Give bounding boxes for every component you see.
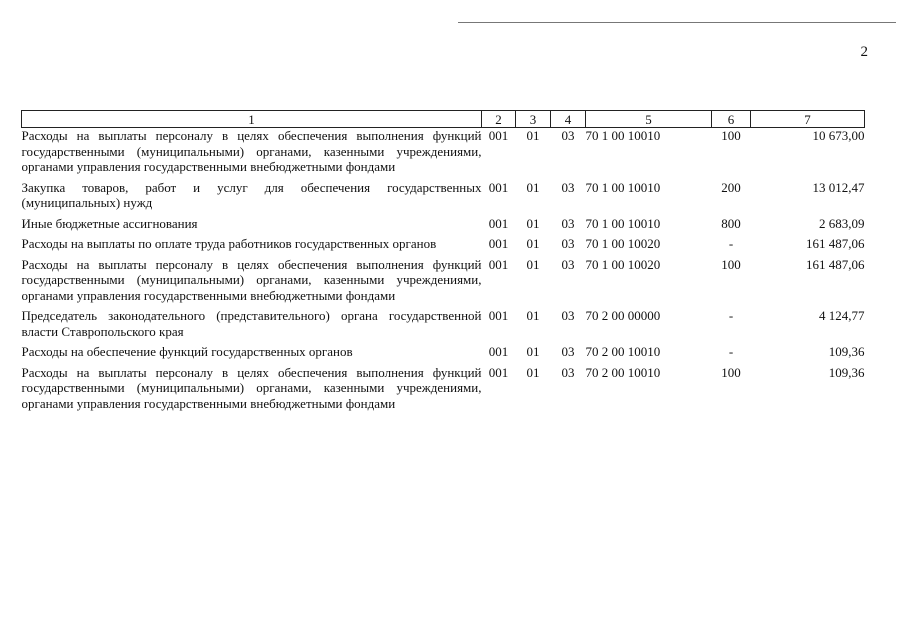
row-target-article: 70 1 00 10010 (585, 179, 661, 195)
row-target-article: 70 2 00 00000 (585, 308, 661, 323)
row-expense-type: 100 (721, 256, 741, 272)
row-subsection-code: 03 (561, 179, 575, 195)
table-row (22, 365, 865, 412)
row-amount: 13 012,47 (812, 179, 865, 195)
row-expense-type: 800 (721, 215, 741, 231)
header-col-2: 2 (482, 111, 516, 128)
row-description: Расходы на выплаты персоналу в целях обеспечения выполнения функций государственными (муниципальными) органами, казенными учреждениями, органами управления государственными внебюджетными фондами (21, 128, 482, 174)
row-section-code: 01 (526, 179, 540, 195)
row-expense-type: 200 (721, 179, 741, 195)
row-section-code: 01 (526, 236, 540, 251)
page-number: 2 (860, 44, 868, 60)
row-expense-type: 100 (721, 364, 741, 380)
row-expense-type: - (728, 308, 734, 323)
row-ministry-code: 001 (488, 236, 509, 251)
row-ministry-code: 001 (488, 215, 509, 231)
row-ministry-code: 001 (488, 364, 509, 380)
row-amount: 161 487,06 (806, 236, 865, 251)
row-description: Расходы на выплаты персоналу в целях обеспечения выполнения функций государственными (муниципальными) органами, казенными учреждениями, органами управления государственными внебюджетными фондами (21, 364, 482, 411)
row-description: Иные бюджетные ассигнования (21, 215, 198, 231)
row-ministry-code: 001 (488, 128, 509, 143)
header-row (22, 111, 865, 128)
table-row (22, 257, 865, 309)
row-expense-type: - (728, 344, 734, 359)
row-amount: 161 487,06 (806, 256, 865, 272)
row-description: Расходы на обеспечение функций государственных органов (21, 344, 353, 359)
row-description: Расходы на выплаты персоналу в целях обеспечения выполнения функций государственными (муниципальными) органами, казенными учреждениями, органами управления государственными внебюджетными фондами (21, 256, 482, 303)
row-section-code: 01 (526, 308, 540, 323)
row-subsection-code: 03 (561, 364, 575, 380)
budget-table (21, 110, 865, 411)
row-target-article: 70 1 00 10010 (585, 215, 661, 231)
header-col-6: 6 (712, 111, 751, 128)
table-row (22, 216, 865, 237)
row-subsection-code: 03 (561, 236, 575, 251)
row-description: Расходы на выплаты по оплате труда работников государственных органов (21, 236, 437, 251)
row-section-code: 01 (526, 128, 540, 143)
row-target-article: 70 2 00 10010 (585, 344, 661, 359)
row-ministry-code: 001 (488, 308, 509, 323)
row-subsection-code: 03 (561, 344, 575, 359)
row-expense-type: 100 (721, 128, 741, 143)
header-col-1: 1 (22, 111, 482, 128)
row-section-code: 01 (526, 215, 540, 231)
row-ministry-code: 001 (488, 179, 509, 195)
row-target-article: 70 1 00 10020 (585, 256, 661, 272)
row-amount: 10 673,00 (812, 128, 865, 143)
row-description: Председатель законодательного (представительного) органа государственной власти Ставропольского края (21, 308, 482, 339)
row-section-code: 01 (526, 344, 540, 359)
row-subsection-code: 03 (561, 256, 575, 272)
row-ministry-code: 001 (488, 344, 509, 359)
header-col-3: 3 (516, 111, 551, 128)
row-amount: 4 124,77 (819, 308, 865, 323)
row-subsection-code: 03 (561, 128, 575, 143)
row-section-code: 01 (526, 256, 540, 272)
row-target-article: 70 2 00 10010 (585, 364, 661, 380)
row-description: Закупка товаров, работ и услуг для обеспечения государственных (муниципальных) нужд (21, 179, 482, 210)
row-amount: 109,36 (828, 364, 865, 380)
header-col-4: 4 (551, 111, 586, 128)
row-target-article: 70 1 00 10020 (585, 236, 661, 251)
row-ministry-code: 001 (488, 256, 509, 272)
row-amount: 2 683,09 (819, 215, 865, 231)
header-rule (458, 22, 896, 23)
table-row (22, 236, 865, 257)
row-target-article: 70 1 00 10010 (585, 128, 661, 143)
row-amount: 109,36 (828, 344, 865, 359)
table-row (22, 128, 865, 180)
row-subsection-code: 03 (561, 308, 575, 323)
row-expense-type: - (728, 236, 734, 251)
row-subsection-code: 03 (561, 215, 575, 231)
header-col-5: 5 (586, 111, 712, 128)
table-row (22, 308, 865, 344)
table-row (22, 180, 865, 216)
table-row (22, 344, 865, 365)
header-col-7: 7 (751, 111, 865, 128)
row-section-code: 01 (526, 364, 540, 380)
